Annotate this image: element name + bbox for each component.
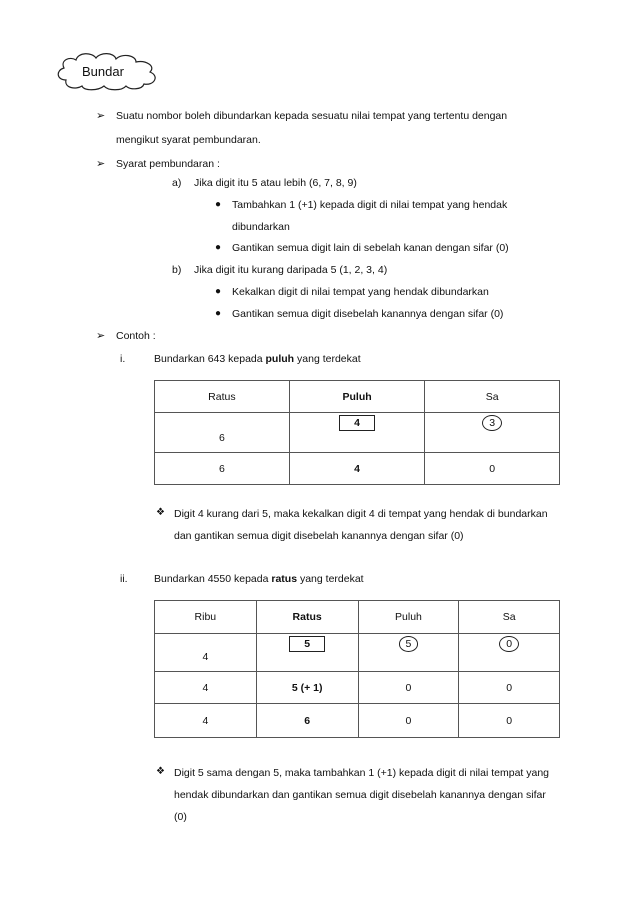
ex1-header-sa: Sa [425,381,560,413]
ex2-cell [358,634,459,672]
ex2-instruction: Bundarkan 4550 kepada ratus yang terdekat [154,573,364,585]
boxed-digit: 5 [289,636,325,652]
ex2-cell: 5 (+ 1) [256,672,358,704]
ex1-number: i. [120,353,126,365]
heading-bundar: Bundar [82,64,124,79]
ex2-cell: 0 [459,672,560,704]
ex2-number: ii. [120,573,128,585]
ex1-cell: 4 [289,453,425,485]
ex2-note-line1: Digit 5 sama dengan 5, maka tambahkan 1 (+1) kepada digit di nilai tempat yang [174,767,550,779]
ex2-cell: 0 [358,704,459,738]
ex1-note-line2: dan gantikan semua digit disebelah kanannya dengan sifar (0) [174,530,464,542]
rule-a-bullet1-line1: Tambahkan 1 (+1) kepada digit di nilai tempat yang hendak [232,199,508,211]
ex1-instruction: Bundarkan 643 kepada puluh yang terdekat [154,353,361,365]
rule-a-bullet2: Gantikan semua digit lain di sebelah kanan dengan sifar (0) [232,242,509,254]
rule-b-label: b) [172,264,182,276]
bullet-dot-icon: ● [215,286,222,297]
rule-b-text: Jika digit itu kurang daripada 5 (1, 2, 3, 4) [194,264,388,276]
diamond-bullet-icon: ❖ [156,766,165,777]
rule-b-bullet2: Gantikan semua digit disebelah kanannya dengan sifar (0) [232,308,504,320]
contoh-title: Contoh : [116,330,156,342]
circled-digit: 3 [482,415,502,431]
ex2-cell: 4 [155,704,257,738]
intro-line-1: Suatu nombor boleh dibundarkan kepada sesuatu nilai tempat yang tertentu dengan [116,110,508,122]
ex1-header-ratus: Ratus [155,381,290,413]
syarat-title: Syarat pembundaran : [116,158,220,170]
ex2-cell: 6 [256,704,358,738]
ex1-cell [289,413,425,453]
bullet-dot-icon: ● [215,242,222,253]
rule-a-label: a) [172,177,182,189]
ex2-cell: 4 [155,672,257,704]
bullet-dot-icon: ● [215,308,222,319]
circled-digit: 0 [499,636,519,652]
arrow-bullet-icon: ➢ [96,330,106,342]
ex2-header-ribu: Ribu [155,601,257,634]
arrow-bullet-icon: ➢ [96,110,106,122]
ex2-header-puluh: Puluh [358,601,459,634]
bullet-dot-icon: ● [215,199,222,210]
intro-line-2: mengikut syarat pembundaran. [116,134,261,146]
ex1-cell [425,413,560,453]
ex2-cell: 4 [155,634,257,672]
ex2-header-ratus: Ratus [256,601,358,634]
diamond-bullet-icon: ❖ [156,507,165,518]
ex1-cell: 6 [155,453,290,485]
ex1-table [154,380,560,485]
ex1-header-puluh: Puluh [289,381,425,413]
ex2-cell: 0 [358,672,459,704]
rule-a-bullet1-line2: dibundarkan [232,221,290,233]
arrow-bullet-icon: ➢ [96,158,106,170]
ex2-cell: 0 [459,704,560,738]
ex2-cell [459,634,560,672]
ex2-note-line2: hendak dibundarkan dan gantikan semua digit disebelah kanannya dengan sifar [174,789,546,801]
ex2-note-line3: (0) [174,811,187,823]
ex2-cell [256,634,358,672]
ex2-header-sa: Sa [459,601,560,634]
boxed-digit: 4 [339,415,375,431]
ex2-table [154,600,560,738]
ex1-cell: 6 [155,413,290,453]
ex1-cell: 0 [425,453,560,485]
rule-b-bullet1: Kekalkan digit di nilai tempat yang hendak dibundarkan [232,286,489,298]
ex1-note-line1: Digit 4 kurang dari 5, maka kekalkan digit 4 di tempat yang hendak di bundarkan [174,508,548,520]
rule-a-text: Jika digit itu 5 atau lebih (6, 7, 8, 9) [194,177,357,189]
circled-digit: 5 [399,636,419,652]
